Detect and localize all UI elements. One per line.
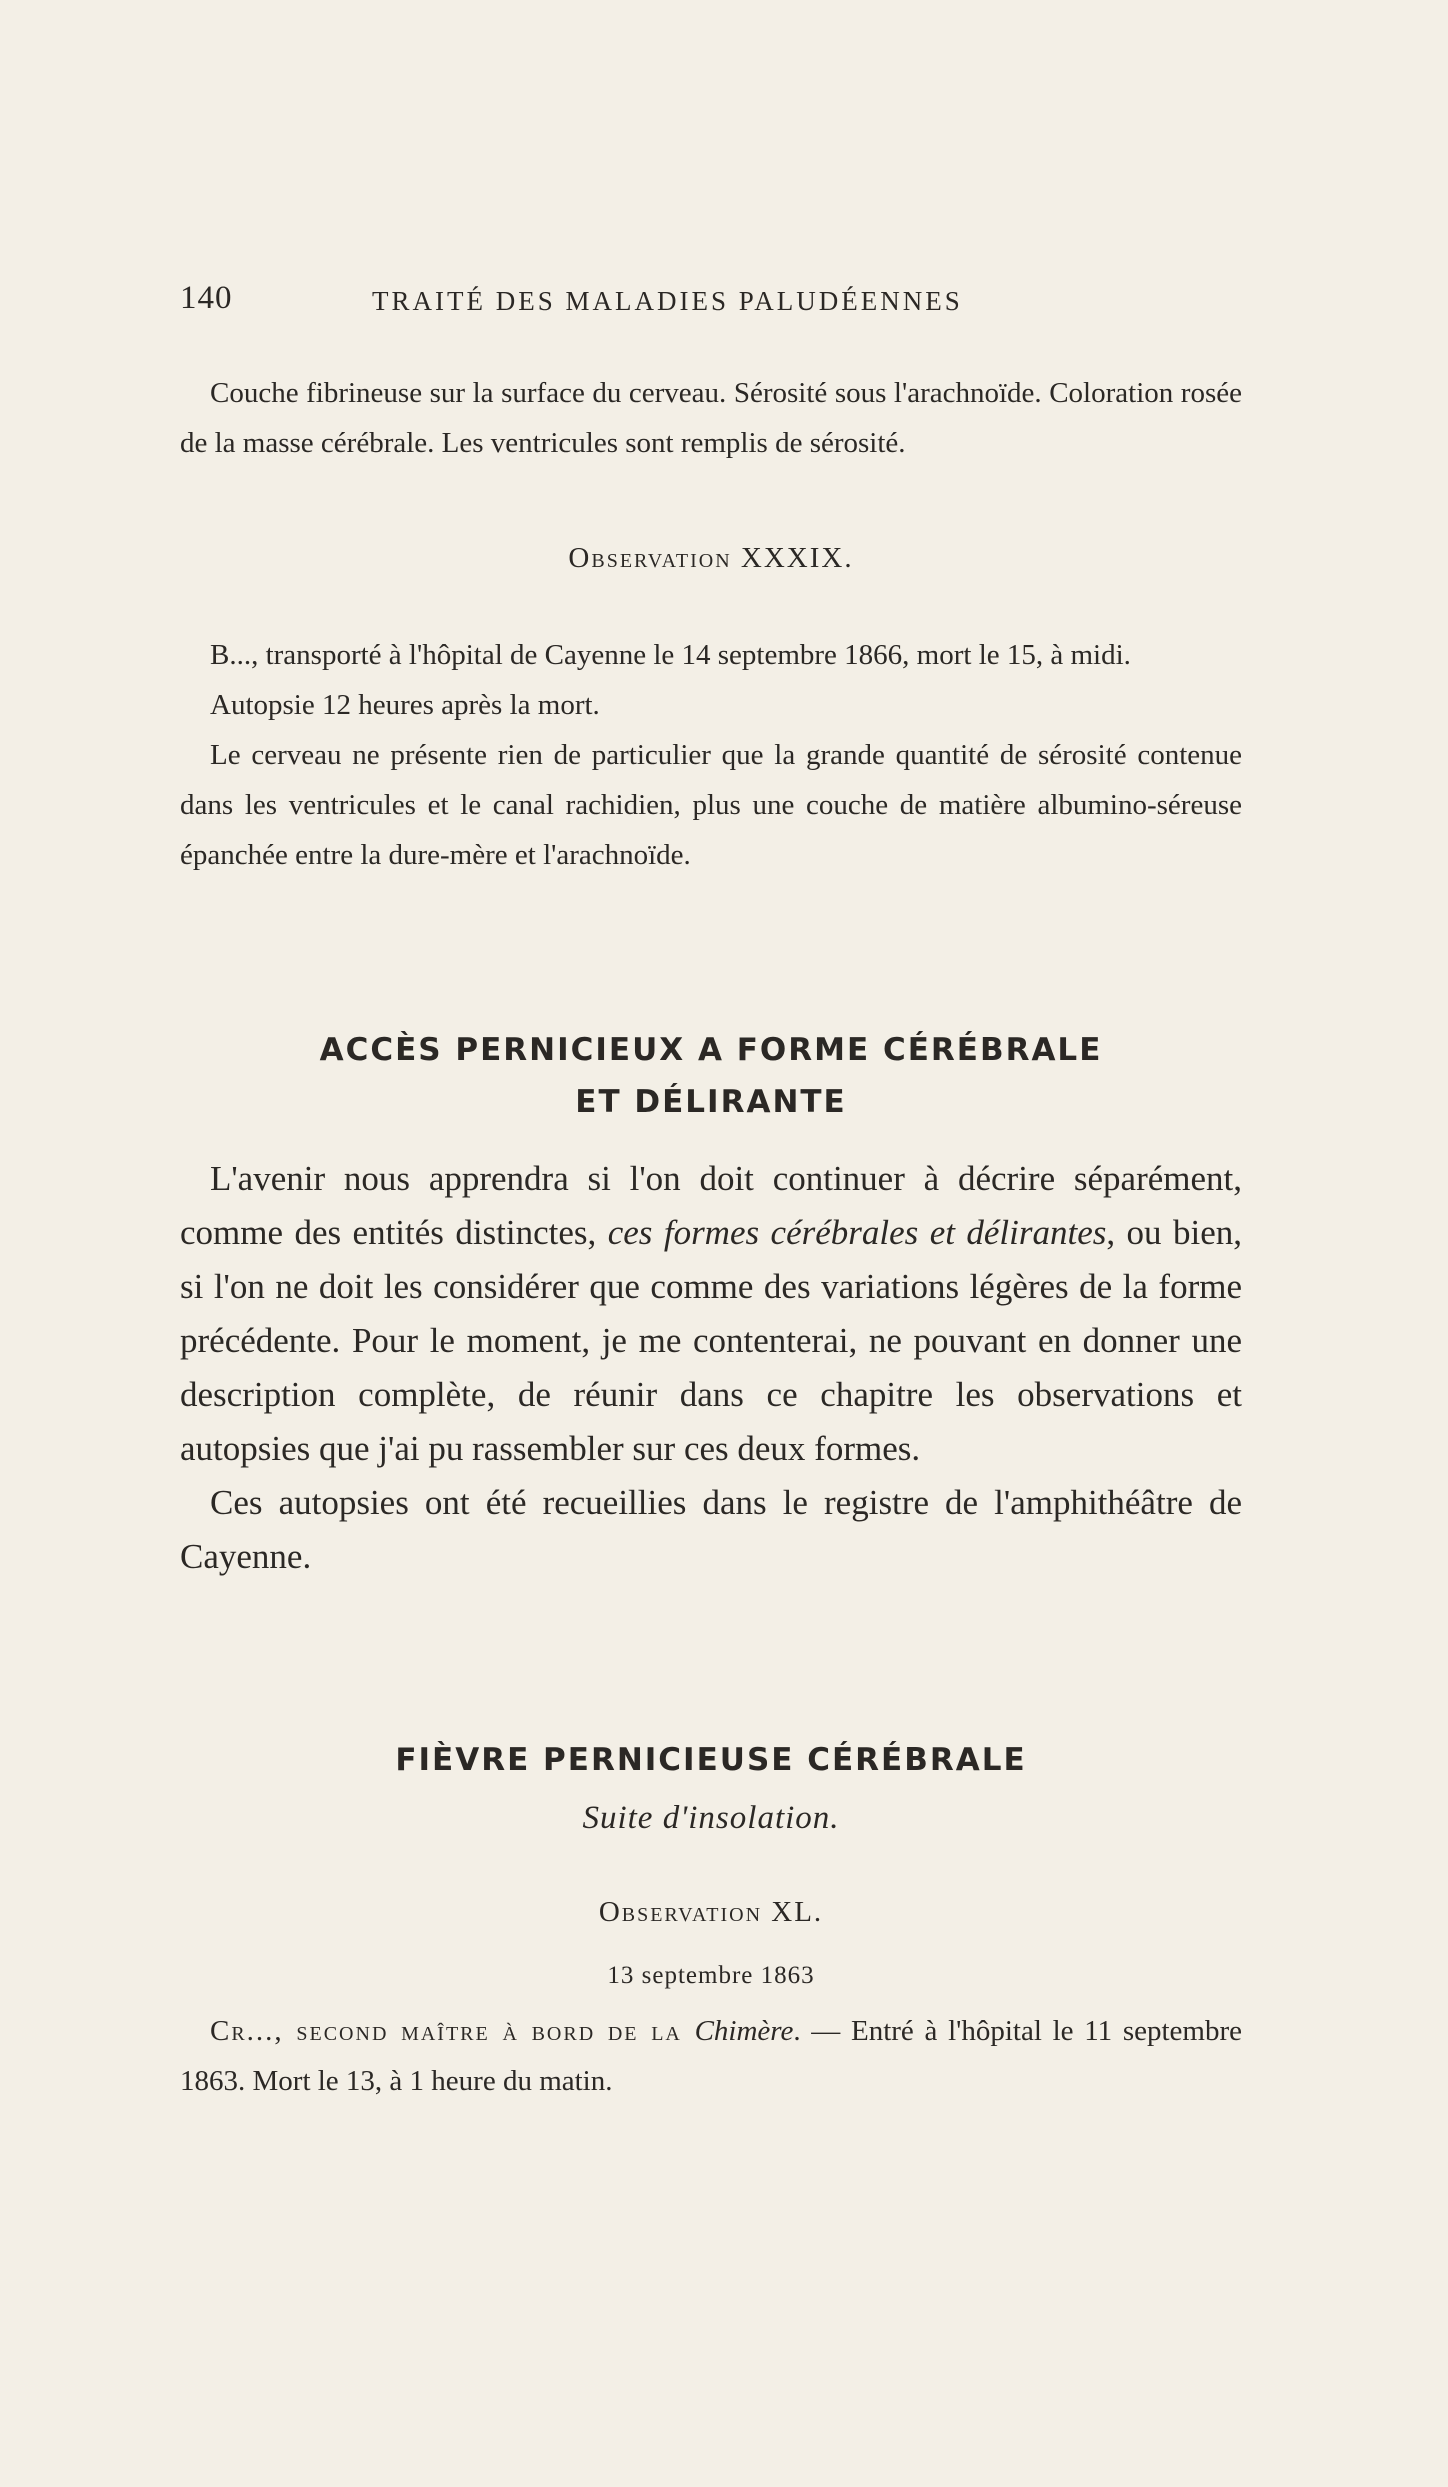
section-1-paragraph-2: Ces autopsies ont été recueillies dans le registre de l'amphithéâtre de Cayenne. <box>180 1483 1242 1576</box>
section-2-heading: FIÈVRE PERNICIEUSE CÉRÉBRALE <box>395 1742 1027 1778</box>
section-1-heading-line-1: ACCÈS PERNICIEUX A FORME CÉRÉBRALE <box>319 1032 1103 1068</box>
ship-name: Chimère <box>694 2015 794 2047</box>
observation-39-paragraph-2: Autopsie 12 heures après la mort. <box>210 689 600 721</box>
section-1-emphasis: ces formes cérébrales et délirantes <box>607 1213 1107 1252</box>
observation-40-title-block <box>180 1896 1242 1929</box>
section-2-heading-block <box>180 1734 1242 1786</box>
paragraph-intro: Couche fibrineuse sur la surface du cerveau. Sérosité sous l'arachnoïde. Coloration rosée de la masse cérébrale. Les ventricules sont remplis de sérosité. <box>180 377 1242 459</box>
running-title: TRAITÉ DES MALADIES PALUDÉENNES <box>372 286 963 316</box>
section-1-heading-block <box>180 1024 1242 1128</box>
observation-40-date-block <box>180 1962 1242 1990</box>
page-number: 140 <box>180 280 233 316</box>
section-1-body <box>180 1152 1242 1584</box>
observation-40-title: Observation XL. <box>598 1896 824 1928</box>
observation-39-title: Observation XXXIX. <box>568 542 854 574</box>
section-2-subtitle-block <box>180 1800 1242 1837</box>
intro-block <box>180 368 1242 468</box>
section-2-subtitle: Suite d'insolation. <box>582 1800 840 1836</box>
observation-40-date: 13 septembre 1863 <box>607 1962 815 1989</box>
observation-40-paragraph-1: Cr..., second maître à bord de la Chimère. — Entré à l'hôpital le 11 septembre 1863. Mort le 13, à 1 heure du matin. <box>180 2015 1242 2097</box>
section-1-paragraph-1: L'avenir nous apprendra si l'on doit continuer à décrire séparément, comme des entités distinctes, ces formes cérébrales et délirantes, ou bien, si l'on ne doit les considérer que comme des variations légères de la forme précédente. Pour le moment, je me contenterai, ne pouvant en donner une description complète, de réunir dans ce chapitre les observations et autopsies que j'ai pu rassembler sur ces deux formes. <box>180 1159 1242 1468</box>
observation-40-body <box>180 2006 1242 2106</box>
observation-39-paragraph-1: B..., transporté à l'hôpital de Cayenne le 14 septembre 1866, mort le 15, à midi. <box>210 639 1131 671</box>
section-1-heading-line-2: ET DÉLIRANTE <box>575 1084 847 1120</box>
observation-39-title-block <box>180 542 1242 575</box>
running-head <box>180 280 1300 324</box>
observation-39-block <box>180 630 1242 880</box>
observation-39-paragraph-3: Le cerveau ne présente rien de particulier que la grande quantité de sérosité contenue dans les ventricules et le canal rachidien, plus une couche de matière albumino-séreuse épanchée entre la dure-mère et l'arachnoïde. <box>180 739 1242 871</box>
